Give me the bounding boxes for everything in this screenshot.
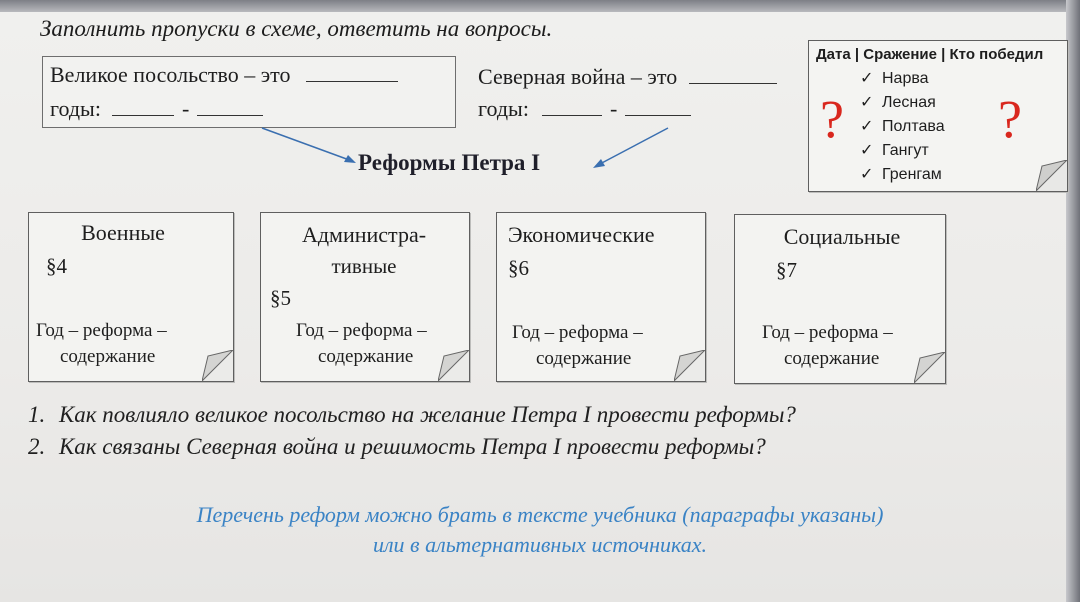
question-mark-icon-right: ? — [998, 89, 1022, 149]
question-2 — [28, 434, 766, 460]
battle-name: Нарва — [882, 70, 929, 87]
source-note-line1: Перечень реформ можно брать в тексте учебника (параграфы указаны) — [196, 502, 884, 527]
battle-name: Гангут — [882, 142, 929, 159]
embassy-label: Великое посольство – это — [50, 62, 291, 87]
war-label: Северная война – это — [478, 64, 678, 89]
arrowhead-right — [593, 159, 605, 168]
card-line-year-reform: Год – реформа – — [36, 320, 167, 341]
battle-name: Гренгам — [882, 166, 942, 183]
card-fold-corner — [438, 350, 470, 382]
card-title: Военные — [81, 220, 165, 245]
card-line-content: содержание — [60, 346, 156, 367]
card-line-year-reform: Год – реформа – — [762, 322, 893, 343]
check-icon: ✓ — [860, 94, 874, 111]
card-fold-corner — [202, 350, 234, 382]
card-paragraph: §5 — [270, 286, 291, 310]
card-fold-corner — [914, 352, 946, 384]
card-line-content: содержание — [536, 348, 632, 369]
card-line-content: содержание — [318, 346, 414, 367]
arrowhead-left — [344, 155, 356, 163]
battle-row — [860, 92, 936, 112]
card-line-year-reform: Год – реформа – — [512, 322, 643, 343]
card-title: Социальные — [783, 224, 901, 249]
card-title-line2: тивные — [331, 254, 397, 278]
battle-name: Лесная — [882, 94, 936, 111]
check-icon: ✓ — [860, 118, 874, 135]
embassy-year-dash: - — [181, 96, 190, 121]
question-text: Как повлияло великое посольство на желание Петра I провести реформы? — [59, 402, 796, 427]
battles-card-fold — [1036, 160, 1068, 192]
question-text: Как связаны Северная война и решимость Петра I провести реформы? — [59, 434, 766, 459]
card-title: Экономические — [508, 222, 655, 247]
question-1 — [28, 402, 796, 428]
battles-table-header: Дата | Сражение | Кто победил — [816, 46, 1044, 63]
card-paragraph: §7 — [776, 258, 797, 282]
arrow-from-embassy — [262, 128, 352, 161]
war-years-label: годы: — [478, 96, 529, 121]
task-title: Заполнить пропуски в схеме, ответить на вопросы. — [40, 16, 553, 41]
card-paragraph: §4 — [46, 254, 67, 278]
check-icon: ✓ — [860, 166, 874, 183]
battle-row — [860, 140, 929, 160]
battle-row — [860, 164, 942, 184]
arrow-from-war — [598, 128, 668, 165]
battle-row — [860, 116, 945, 136]
card-line-year-reform: Год – реформа – — [296, 320, 427, 341]
source-note-line2: или в альтернативных источниках. — [372, 532, 708, 557]
battle-row — [860, 68, 929, 88]
card-line-content: содержание — [784, 348, 880, 369]
war-year-dash: - — [609, 96, 618, 121]
battle-name: Полтава — [882, 118, 945, 135]
card-paragraph: §6 — [508, 256, 529, 280]
card-fold-corner — [674, 350, 706, 382]
question-number: 2. — [28, 434, 46, 459]
question-mark-icon-left: ? — [820, 89, 844, 149]
reforms-center-label: Реформы Петра I — [358, 150, 541, 175]
card-title: Администра- — [301, 222, 427, 247]
question-number: 1. — [28, 402, 46, 427]
embassy-years-label: годы: — [50, 96, 101, 121]
check-icon: ✓ — [860, 142, 874, 159]
check-icon: ✓ — [860, 70, 874, 87]
